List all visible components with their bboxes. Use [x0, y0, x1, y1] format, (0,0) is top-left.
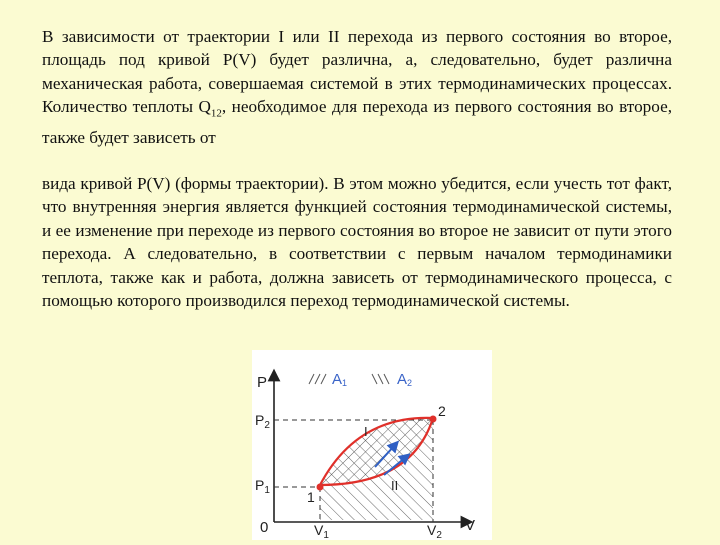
v1-label: $V_1$ — [314, 522, 329, 540]
legend-a1-label: A1 — [332, 371, 348, 388]
p2-label: $P_2$ — [255, 412, 270, 431]
legend-a1 — [309, 371, 347, 388]
point-2-label: 2 — [438, 403, 446, 419]
origin-label: 0 — [260, 519, 269, 536]
point-1-marker — [317, 484, 324, 491]
paragraph-2: вида кривой P(V) (формы траектории). В этом можно убедится, если учесть тот факт, что внутренняя энергия является функцией состояния термодинамической системы, и ее изменение при переходе из первого состояния во второе не зависит от пути этого перехода. А следовательно, в соответствии с первым началом термодинамики теплота, также как и работа, должна зависеть от термодинамического процесса, с помощью которого производился переход термодинамической системы. — [42, 174, 672, 311]
point-1-label: 1 — [307, 489, 315, 505]
p1-label: $P_1$ — [255, 477, 270, 496]
paragraph-1-text-end: , необходимое для перехода из первого состояния во второе, также будет зависеть от — [42, 97, 672, 148]
point-2-marker — [430, 416, 437, 423]
paragraph-1-text: В зависимости от траектории I или II перехода из первого состояния во второе, площадь под кривой P(V) будет различна, а, следовательно, будет различна механическая работа, совершаемая системой в этих термодинамических процессах. Количество теплоты Q — [42, 27, 672, 117]
q-subscript: 12 — [210, 107, 222, 120]
pv-diagram — [252, 350, 492, 540]
legend-a2 — [372, 371, 412, 388]
paragraph-1 — [42, 25, 672, 149]
v-axis-label: V — [465, 517, 476, 534]
curve-i-label: I — [364, 424, 368, 439]
legend-a2-label: A2 — [397, 371, 413, 388]
pv-diagram-svg — [252, 350, 492, 540]
v2-label: $V_2$ — [427, 522, 442, 540]
p-axis-label: P — [257, 374, 268, 391]
curve-ii-label: II — [391, 478, 399, 493]
